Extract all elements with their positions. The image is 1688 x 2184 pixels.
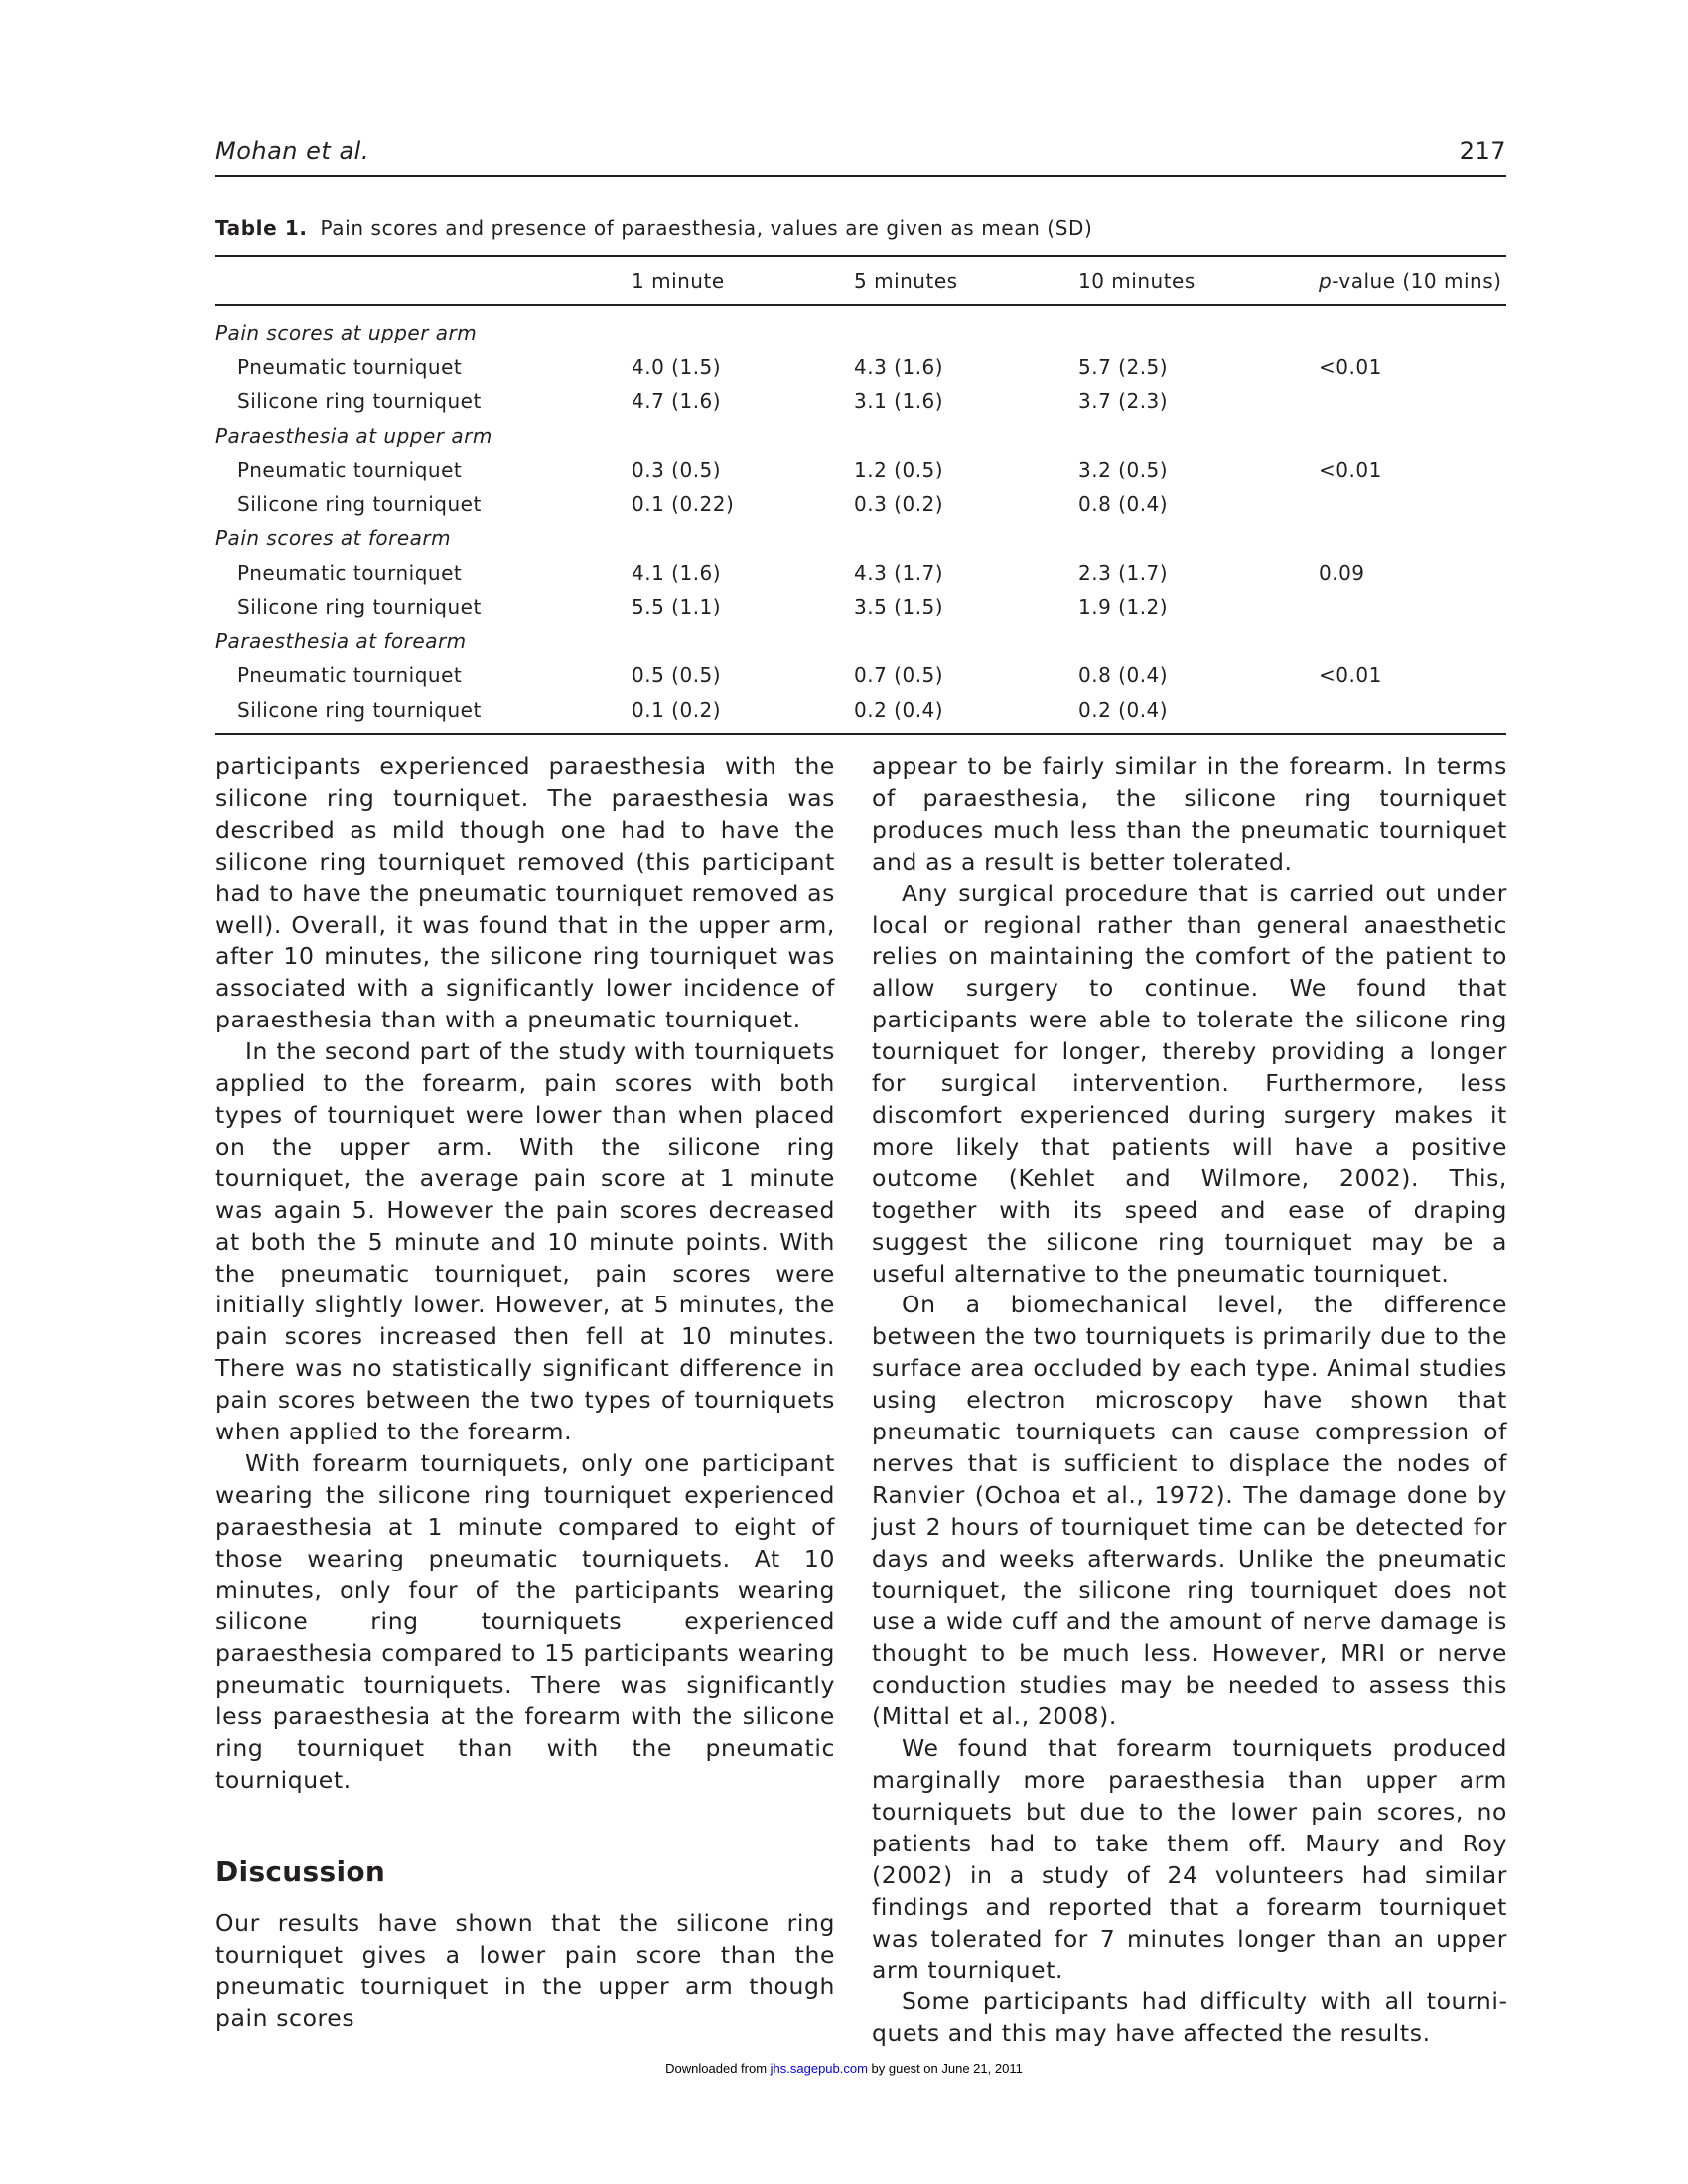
download-footer	[0, 2061, 1688, 2076]
column-header-label	[215, 256, 632, 305]
paragraph: With forearm tourniquets, only one participant wearing the silicone ring tourniquet experienced paraesthesia at 1 minute compared to eight of those wearing pneumatic tourniquets. At 10 minutes, only four of the participants wearing silicone ring tourniquets experienced paraesthesia compared to 15 participants wearing pneumatic tourniquets. There was significantly less paraesthesia at the forearm with the silicone ring tourniquet than with the pneumatic tourniquet.	[215, 1448, 835, 1794]
p-value	[1319, 590, 1506, 624]
table-caption	[215, 216, 1506, 240]
group-title: Paraesthesia at upper arm	[215, 423, 492, 448]
column-header-pvalue	[1319, 256, 1506, 305]
table-group-row	[215, 305, 1506, 350]
paragraph: In the second part of the study with tourniquets applied to the forearm, pain scores with both types of tourniquet were lower than when placed on the upper arm. With the silicone ring tourniquet, the average pain score at 1 minute was again 5. However the pain scores decreased at both the 5 minute and 10 minute points. With the pneumatic tourniquet, pain scores were initially slightly lower. However, at 5 minutes, the pain scores increased then fell at 10 minutes. There was no statistically significant difference in pain scores between the two types of tourniquets when applied to the forearm.	[215, 1037, 835, 1446]
value-5min: 4.3 (1.6)	[854, 354, 944, 379]
footer-prefix: Downloaded from	[665, 2061, 771, 2076]
value-5min: 0.2 (0.4)	[854, 697, 944, 722]
row-label: Pneumatic tourniquet	[237, 663, 463, 688]
section-heading-discussion: Discussion	[215, 1854, 386, 1888]
value-10min: 3.7 (2.3)	[1078, 389, 1169, 414]
value-5min: 3.1 (1.6)	[854, 389, 944, 414]
p-value: <0.01	[1319, 663, 1382, 688]
value-1min: 0.3 (0.5)	[632, 458, 722, 482]
column-header-10min: 10 minutes	[1078, 268, 1196, 293]
table-caption-text: Pain scores and presence of paraesthesia, values are given as mean (SD)	[320, 216, 1093, 240]
running-head-author: Mohan et al.	[215, 137, 369, 165]
journal-link[interactable]: jhs.sagepub.com	[770, 2061, 868, 2076]
table-header-row	[215, 256, 1506, 305]
paragraph: Our results have shown that the silicone ring tourniquet gives a lower pain score than the pneumatic tourniquet in the upper arm though pain scores	[215, 1908, 835, 2032]
table-group-row	[215, 419, 1506, 454]
value-5min: 3.5 (1.5)	[854, 595, 944, 619]
paragraph: participants experienced paraesthesia with the silicone ring tourniquet. The paraesthesia was described as mild though one had to have the silicone ring tourniquet removed (this participant had to have the pneumatic tourniquet removed as well). Overall, it was found that in the upper arm, after 10 minutes, the silicone ring tourniquet was associated with a significantly lower incidence of paraesthesia than with a pneumatic tourniquet.	[215, 752, 835, 1034]
p-value: <0.01	[1319, 354, 1382, 379]
row-label: Silicone ring tourniquet	[237, 491, 482, 516]
table-body	[215, 305, 1506, 734]
row-label: Pneumatic tourniquet	[237, 458, 463, 482]
column-header-5min: 5 minutes	[854, 268, 958, 293]
value-1min: 4.0 (1.5)	[632, 354, 722, 379]
group-title: Pain scores at upper arm	[215, 321, 478, 345]
left-column	[215, 751, 835, 2035]
group-title: Paraesthesia at forearm	[215, 628, 467, 653]
paragraph: Some participants had difficulty with all tourniquets and this may have affected the results.	[872, 1987, 1507, 2048]
value-1min: 0.1 (0.22)	[632, 491, 735, 516]
table-label: Table 1.	[215, 216, 308, 240]
table-row	[215, 350, 1506, 385]
value-1min: 4.7 (1.6)	[632, 389, 722, 414]
table-row	[215, 384, 1506, 419]
group-title: Pain scores at forearm	[215, 526, 452, 551]
value-10min: 0.2 (0.4)	[1078, 697, 1169, 722]
column-header-1min: 1 minute	[632, 268, 725, 293]
value-10min: 1.9 (1.2)	[1078, 595, 1169, 619]
table-group-row	[215, 624, 1506, 659]
paragraph: appear to be fairly similar in the forearm. In terms of paraesthesia, the silicone ring tourniquet produces much less than the pneumatic tourniquet and as a result is better tolerated.	[872, 752, 1507, 876]
table-row	[215, 487, 1506, 522]
right-column	[872, 751, 1507, 2050]
running-head	[215, 137, 1506, 177]
paragraph: We found that forearm tourniquets produced marginally more paraesthesia than upper arm tourniquets but due to the lower pain scores, no patients had to take them off. Maury and Roy (2002) in a study of 24 volunteers had similar findings and reported that a forearm tourniquet was tolerated for 7 minutes longer than an upper arm tourniquet.	[872, 1734, 1507, 1984]
paragraph: Any surgical procedure that is carried out under local or regional rather than general anaesthetic relies on maintaining the comfort of the patient to allow surgery to continue. We found that participants were able to tolerate the silicone ring tourniquet for longer, thereby providing a longer for surgical intervention. Furthermore, less discomfort experienced during surgery makes it more likely that patients will have a positive outcome (Kehlet and Wilmore, 2002). This, together with its speed and ease of draping suggest the silicone ring tourniquet may be a useful alternative to the pneumatic tourniquet.	[872, 879, 1507, 1288]
p-value	[1319, 487, 1506, 522]
table-row	[215, 590, 1506, 624]
row-label: Silicone ring tourniquet	[237, 389, 482, 414]
value-10min: 2.3 (1.7)	[1078, 560, 1169, 585]
value-10min: 3.2 (0.5)	[1078, 458, 1169, 482]
value-10min: 0.8 (0.4)	[1078, 491, 1169, 516]
value-10min: 0.8 (0.4)	[1078, 663, 1169, 688]
p-value: 0.09	[1319, 560, 1365, 585]
row-label: Silicone ring tourniquet	[237, 697, 482, 722]
value-10min: 5.7 (2.5)	[1078, 354, 1169, 379]
p-value	[1319, 384, 1506, 419]
value-1min: 4.1 (1.6)	[632, 560, 722, 585]
value-5min: 1.2 (0.5)	[854, 458, 944, 482]
table-row	[215, 658, 1506, 693]
paragraph: On a biomechanical level, the difference between the two tourniquets is primarily due to the surface area occluded by each type. Animal studies using electron microscopy have shown that pneumatic tourniquets can cause compression of nerves that is sufficient to displace the nodes of Ranvier (Ochoa et al., 1972). The damage done by just 2 hours of tourniquet time can be detected for days and weeks afterwards. Unlike the pneumatic tourniquet, the silicone ring tourniquet does not use a wide cuff and the amount of nerve damage is thought to be much less. However, MRI or nerve conduction studies may be needed to assess this (Mittal et al., 2008).	[872, 1291, 1507, 1731]
table-row	[215, 556, 1506, 591]
p-value	[1319, 693, 1506, 735]
p-value: <0.01	[1319, 458, 1382, 482]
value-1min: 0.5 (0.5)	[632, 663, 722, 688]
value-1min: 5.5 (1.1)	[632, 595, 722, 619]
row-label: Silicone ring tourniquet	[237, 595, 482, 619]
value-5min: 0.7 (0.5)	[854, 663, 944, 688]
footer-suffix: by guest on June 21, 2011	[867, 2061, 1023, 2076]
table-row	[215, 693, 1506, 735]
value-5min: 0.3 (0.2)	[854, 491, 944, 516]
row-label: Pneumatic tourniquet	[237, 354, 463, 379]
table-group-row	[215, 521, 1506, 556]
value-1min: 0.1 (0.2)	[632, 697, 722, 722]
pvalue-header-text: -value (10 mins)	[1332, 268, 1502, 293]
results-table	[215, 255, 1506, 735]
row-label: Pneumatic tourniquet	[237, 560, 463, 585]
p-symbol: p	[1319, 268, 1333, 293]
value-5min: 4.3 (1.7)	[854, 560, 944, 585]
page-number: 217	[1459, 137, 1506, 165]
table-row	[215, 453, 1506, 487]
